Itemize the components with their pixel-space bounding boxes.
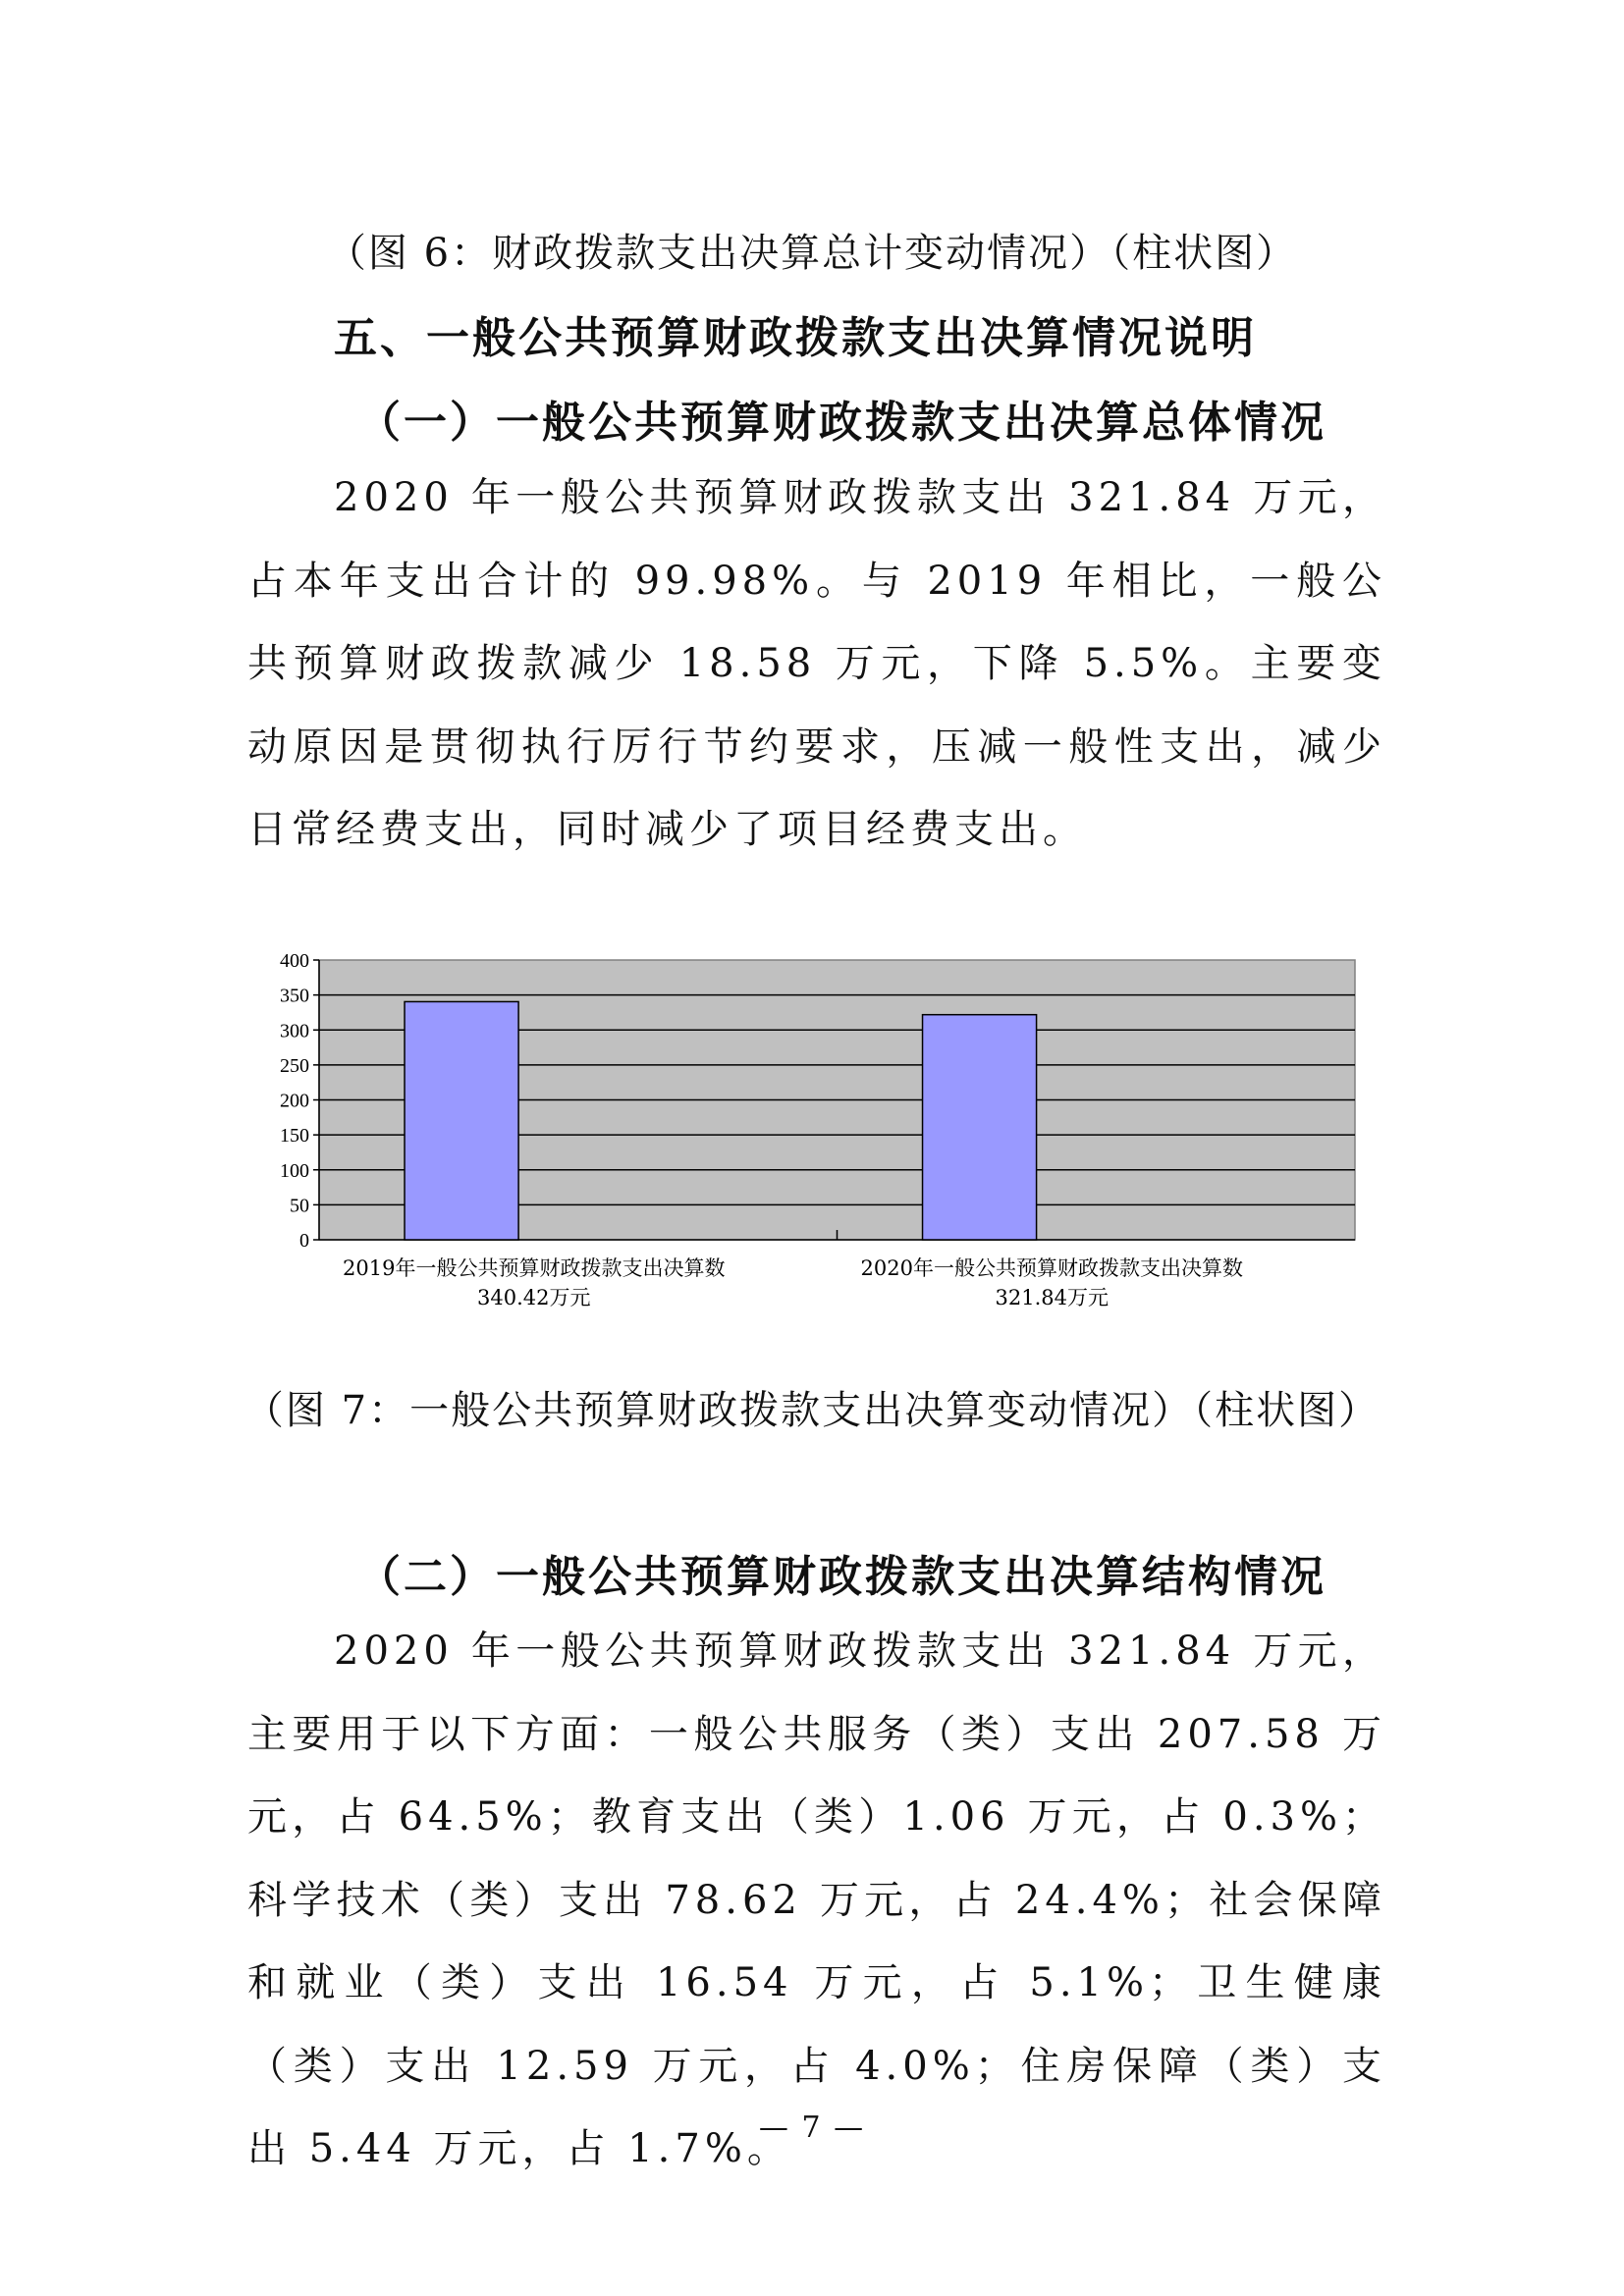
sub2-heading: （二）一般公共预算财政拨款支出决算结构情况 xyxy=(357,1552,1326,1602)
x-tick-label: 340.42万元 xyxy=(477,1286,591,1309)
x-tick-label: 2020年一般公共预算财政拨款支出决算数 xyxy=(860,1256,1243,1280)
bar xyxy=(405,1001,518,1240)
y-tick-label: 100 xyxy=(280,1159,309,1182)
paragraph-2: 2020 年一般公共预算财政拨款支出 321.84 万元，主要用于以下方面：一般公共服务（类）支出 207.58 万元，占 64.5%；教育支出（类）1.06 万元，占 0.3%；科学技术（类）支出 78.62 万元，占 24.4%；社会保障和就业（类）支出 16.54 万元，占 5.1%；卫生健康（类）支出 12.59 万元，占 4.0%；住房保障（类）支出 5.44 万元，占 1.7%。 xyxy=(247,1629,1386,2171)
fig6-caption: （图 6：财政拨款支出决算总计变动情况）（柱状图） xyxy=(326,231,1298,276)
y-tick-label: 350 xyxy=(280,985,309,1007)
paragraph-1: 2020 年一般公共预算财政拨款支出 321.84 万元，占本年支出合计的 99.98%。与 2019 年相比，一般公共预算财政拨款减少 18.58 万元，下降 5.5%。主要变动原因是贯彻执行厉行节约要求，压减一般性支出，减少日常经费支出，同时减少了项目经费支出。 xyxy=(247,475,1386,852)
page-number: — 7 — xyxy=(758,2110,866,2145)
y-tick-label: 400 xyxy=(280,950,309,972)
fig7-caption: （图 7：一般公共预算财政拨款支出决算变动情况）（柱状图） xyxy=(244,1388,1380,1433)
bar xyxy=(923,1015,1037,1240)
x-tick-label: 321.84万元 xyxy=(995,1286,1109,1309)
sub1-heading: （一）一般公共预算财政拨款支出决算总体情况 xyxy=(357,398,1326,448)
y-tick-label: 250 xyxy=(280,1054,309,1077)
bar-chart xyxy=(250,940,1370,1323)
section5-heading: 五、一般公共预算财政拨款支出决算情况说明 xyxy=(334,313,1257,363)
x-tick-label: 2019年一般公共预算财政拨款支出决算数 xyxy=(343,1256,726,1280)
y-tick-label: 150 xyxy=(280,1125,309,1148)
y-tick-label: 50 xyxy=(290,1195,309,1217)
y-tick-label: 0 xyxy=(299,1230,309,1252)
y-tick-label: 200 xyxy=(280,1090,309,1112)
y-tick-label: 300 xyxy=(280,1020,309,1042)
